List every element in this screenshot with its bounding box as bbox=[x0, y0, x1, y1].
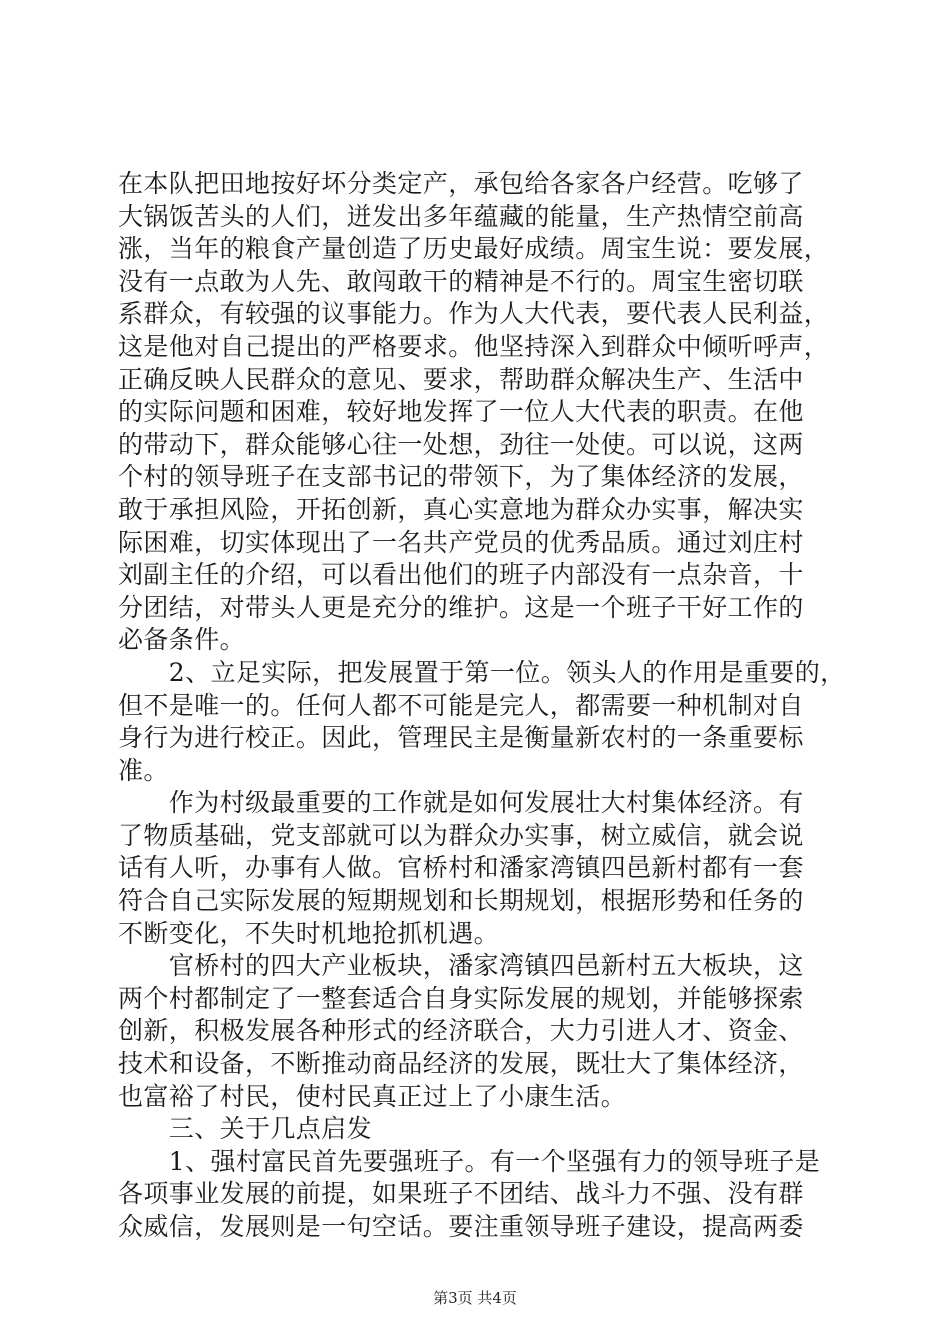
text-line: 符合自己实际发展的短期规划和长期规划，根据形势和任务的 bbox=[118, 886, 804, 916]
text-line: 刘副主任的介绍，可以看出他们的班子内部没有一点杂音，十 bbox=[118, 560, 804, 590]
text-line: 三、关于几点启发 bbox=[118, 1114, 373, 1144]
text-line: 没有一点敢为人先、敢闯敢干的精神是不行的。周宝生密切联 bbox=[118, 266, 804, 296]
text-line: 不断变化，不失时机地抢抓机遇。 bbox=[118, 918, 500, 948]
text-line: 必备条件。 bbox=[118, 625, 246, 655]
text-line: 个村的领导班子在支部书记的带领下，为了集体经济的发展， bbox=[118, 462, 804, 492]
text-line: 话有人听，办事有人做。官桥村和潘家湾镇四邑新村都有一套 bbox=[118, 853, 804, 883]
text-line: 这是他对自己提出的严格要求。他坚持深入到群众中倾听呼声， bbox=[118, 331, 830, 361]
text-line: 际困难，切实体现出了一名共产党员的优秀品质。通过刘庄村 bbox=[118, 527, 804, 557]
text-line: 了物质基础，党支部就可以为群众办实事，树立威信，就会说 bbox=[118, 820, 804, 850]
text-line: 作为村级最重要的工作就是如何发展壮大村集体经济。有 bbox=[118, 788, 804, 818]
body-text bbox=[118, 168, 858, 1244]
page-footer: 第3页 共4页 bbox=[433, 1289, 517, 1307]
text-line: 分团结，对带头人更是充分的维护。这是一个班子干好工作的 bbox=[118, 592, 804, 622]
text-line: 创新，积极发展各种形式的经济联合，大力引进人才、资金、 bbox=[118, 1016, 804, 1046]
text-line: 的带动下，群众能够心往一处想，劲往一处使。可以说，这两 bbox=[118, 429, 804, 459]
text-line: 的实际问题和困难，较好地发挥了一位人大代表的职责。在他 bbox=[118, 397, 804, 427]
text-line: 敢于承担风险，开拓创新，真心实意地为群众办实事，解决实 bbox=[118, 494, 804, 524]
text-line: 准。 bbox=[118, 755, 169, 785]
text-line: 在本队把田地按好坏分类定产，承包给各家各户经营。吃够了 bbox=[118, 169, 804, 198]
text-line: 两个村都制定了一整套适合自身实际发展的规划，并能够探索 bbox=[118, 983, 804, 1013]
text-line: 大锅饭苦头的人们，迸发出多年蕴藏的能量，生产热情空前高 bbox=[118, 201, 804, 231]
text-line: 众威信，发展则是一句空话。要注重领导班子建设，提高两委 bbox=[118, 1212, 804, 1241]
text-line: 也富裕了村民，使村民真正过上了小康生活。 bbox=[118, 1081, 627, 1111]
text-line: 系群众，有较强的议事能力。作为人大代表，要代表人民利益， bbox=[118, 299, 830, 329]
text-line: 官桥村的四大产业板块，潘家湾镇四邑新村五大板块，这 bbox=[118, 951, 804, 981]
text-line: 2、立足实际，把发展置于第一位。领头人的作用是重要的， bbox=[118, 657, 846, 687]
text-line: 涨，当年的粮食产量创造了历史最好成绩。周宝生说：要发展， bbox=[118, 234, 830, 264]
text-line: 1、强村富民首先要强班子。有一个坚强有力的领导班子是 bbox=[118, 1146, 821, 1176]
text-line: 但不是唯一的。任何人都不可能是完人，都需要一种机制对自 bbox=[118, 690, 804, 720]
text-line: 身行为进行校正。因此，管理民主是衡量新农村的一条重要标 bbox=[118, 723, 804, 753]
text-line: 正确反映人民群众的意见、要求，帮助群众解决生产、生活中 bbox=[118, 364, 804, 394]
text-line: 技术和设备，不断推动商品经济的发展，既壮大了集体经济， bbox=[118, 1049, 804, 1079]
text-line: 各项事业发展的前提，如果班子不团结、战斗力不强、没有群 bbox=[118, 1179, 804, 1209]
